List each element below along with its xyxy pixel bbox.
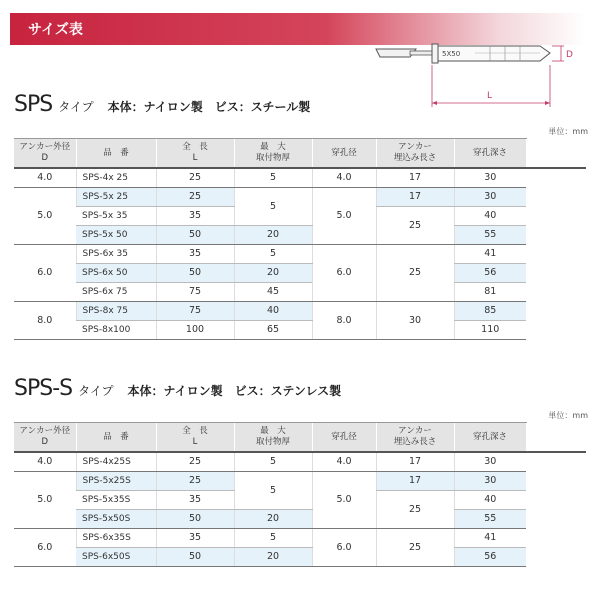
cell-embed: 17 — [376, 168, 454, 187]
cell-depth: 30 — [454, 187, 526, 206]
col-header-diameter: アンカー外径 D — [14, 139, 76, 169]
table-row — [14, 168, 586, 187]
table-row — [14, 263, 586, 282]
cell-length: 50 — [156, 547, 234, 566]
cell-hole: 5.0 — [312, 471, 376, 528]
sps-material-spec: 本体：ナイロン製 ビス：スチール製 — [107, 100, 311, 114]
cell-part: SPS-6x 75 — [76, 282, 156, 301]
cell-depth: 40 — [454, 206, 526, 225]
diagram-label-d: D — [566, 50, 573, 60]
cell-depth: 30 — [454, 168, 526, 187]
cell-max-thickness: 5 — [234, 528, 312, 547]
cell-length: 50 — [156, 225, 234, 244]
section-header-title: サイズ表 — [28, 22, 83, 38]
col-header-embed: アンカー 埋込み長さ — [376, 423, 454, 453]
cell-hole: 4.0 — [312, 168, 376, 187]
cell-part: SPS-6x35S — [76, 528, 156, 547]
cell-depth: 56 — [454, 547, 526, 566]
cell-part: SPS-5x 25 — [76, 187, 156, 206]
cell-part: SPS-5x25S — [76, 471, 156, 490]
cell-embed: 17 — [376, 471, 454, 490]
table-row — [14, 282, 586, 301]
cell-part: SPS-5x50S — [76, 509, 156, 528]
cell-diameter: 5.0 — [14, 471, 76, 528]
cell-depth: 40 — [454, 490, 526, 509]
cell-depth: 81 — [454, 282, 526, 301]
cell-depth: 41 — [454, 528, 526, 547]
anchor-collar-shape — [432, 44, 438, 63]
col-header-max-thickness: 最 大 取付物厚 — [234, 139, 312, 169]
cell-max-thickness: 20 — [234, 509, 312, 528]
cell-length: 100 — [156, 320, 234, 339]
cell-hole: 8.0 — [312, 301, 376, 339]
cell-diameter: 4.0 — [14, 452, 76, 471]
table-row — [14, 547, 586, 566]
cell-part: SPS-5x35S — [76, 490, 156, 509]
col-header-diameter: アンカー外径 D — [14, 423, 76, 453]
cell-depth: 30 — [454, 452, 526, 471]
sps-s-type-code: SPS-S — [14, 376, 73, 401]
sps-s-material-spec: 本体：ナイロン製 ビス：ステンレス製 — [127, 384, 342, 398]
sps-type-desc: タイプ — [58, 100, 94, 114]
sps-type-title — [14, 92, 310, 117]
col-header-part: 品 番 — [76, 139, 156, 169]
col-header-depth: 穿孔深さ — [454, 423, 526, 453]
sps-s-size-table — [14, 422, 586, 567]
cell-length: 25 — [156, 452, 234, 471]
cell-depth: 110 — [454, 320, 526, 339]
diagram-label-l: L — [487, 91, 493, 101]
cell-max-thickness: 20 — [234, 263, 312, 282]
col-header-hole: 穿孔径 — [312, 139, 376, 169]
sps-s-type-title — [14, 376, 341, 401]
col-header-length: 全 長 L — [156, 423, 234, 453]
cell-embed: 17 — [376, 187, 454, 206]
table-row — [14, 452, 586, 471]
cell-depth: 55 — [454, 225, 526, 244]
diagram-label-head: 5X50 — [442, 50, 461, 58]
cell-hole: 4.0 — [312, 452, 376, 471]
cell-length: 35 — [156, 490, 234, 509]
sps-s-unit-label: 単位：mm — [548, 411, 588, 420]
cell-length: 25 — [156, 168, 234, 187]
sps-s-type-desc: タイプ — [78, 384, 114, 398]
cell-max-thickness: 40 — [234, 301, 312, 320]
cell-length: 35 — [156, 244, 234, 263]
cell-max-thickness: 65 — [234, 320, 312, 339]
cell-diameter: 6.0 — [14, 244, 76, 301]
table-row — [14, 320, 586, 339]
col-header-depth: 穿孔深さ — [454, 139, 526, 169]
cell-diameter: 4.0 — [14, 168, 76, 187]
cell-embed: 30 — [376, 301, 454, 339]
cell-depth: 55 — [454, 509, 526, 528]
table-row — [14, 471, 586, 490]
cell-length: 25 — [156, 187, 234, 206]
cell-depth: 30 — [454, 471, 526, 490]
cell-hole: 6.0 — [312, 528, 376, 566]
cell-depth: 85 — [454, 301, 526, 320]
col-header-hole: 穿孔径 — [312, 423, 376, 453]
table-row — [14, 187, 586, 206]
cell-part: SPS-6x 50 — [76, 263, 156, 282]
cell-embed: 25 — [376, 528, 454, 566]
cell-part: SPS-6x 35 — [76, 244, 156, 263]
cell-diameter: 8.0 — [14, 301, 76, 339]
cell-embed: 17 — [376, 452, 454, 471]
cell-embed: 25 — [376, 206, 454, 244]
col-header-part: 品 番 — [76, 423, 156, 453]
cell-length: 35 — [156, 206, 234, 225]
cell-max-thickness: 5 — [234, 471, 312, 509]
col-header-length: 全 長 L — [156, 139, 234, 169]
col-header-max-thickness: 最 大 取付物厚 — [234, 423, 312, 453]
table-header-row — [14, 139, 586, 169]
cell-hole: 5.0 — [312, 187, 376, 244]
cell-length: 50 — [156, 509, 234, 528]
cell-length: 75 — [156, 282, 234, 301]
table-row — [14, 301, 586, 320]
cell-max-thickness: 20 — [234, 225, 312, 244]
cell-length: 35 — [156, 528, 234, 547]
cell-depth: 56 — [454, 263, 526, 282]
sps-size-table — [14, 138, 586, 340]
cell-part: SPS-4x25S — [76, 452, 156, 471]
cell-max-thickness: 20 — [234, 547, 312, 566]
cell-part: SPS-8x 75 — [76, 301, 156, 320]
sps-type-code: SPS — [14, 92, 53, 117]
table-row — [14, 225, 586, 244]
cell-diameter: 5.0 — [14, 187, 76, 244]
cell-diameter: 6.0 — [14, 528, 76, 566]
cell-max-thickness: 5 — [234, 244, 312, 263]
table-row — [14, 509, 586, 528]
cell-embed: 25 — [376, 244, 454, 301]
cell-hole: 6.0 — [312, 244, 376, 301]
cell-length: 75 — [156, 301, 234, 320]
table-row — [14, 528, 586, 547]
cell-max-thickness: 5 — [234, 187, 312, 225]
table-row — [14, 244, 586, 263]
cell-max-thickness: 5 — [234, 452, 312, 471]
col-header-embed: アンカー 埋込み長さ — [376, 139, 454, 169]
cell-length: 25 — [156, 471, 234, 490]
cell-depth: 41 — [454, 244, 526, 263]
cell-part: SPS-5x 50 — [76, 225, 156, 244]
table-header-row — [14, 423, 586, 453]
cell-part: SPS-8x100 — [76, 320, 156, 339]
anchor-dimension-diagram — [370, 35, 585, 115]
cell-length: 50 — [156, 263, 234, 282]
cell-part: SPS-4x 25 — [76, 168, 156, 187]
cell-embed: 25 — [376, 490, 454, 528]
cell-max-thickness: 45 — [234, 282, 312, 301]
cell-part: SPS-5x 35 — [76, 206, 156, 225]
sps-unit-label: 単位：mm — [548, 127, 588, 136]
cell-part: SPS-6x50S — [76, 547, 156, 566]
cell-max-thickness: 5 — [234, 168, 312, 187]
